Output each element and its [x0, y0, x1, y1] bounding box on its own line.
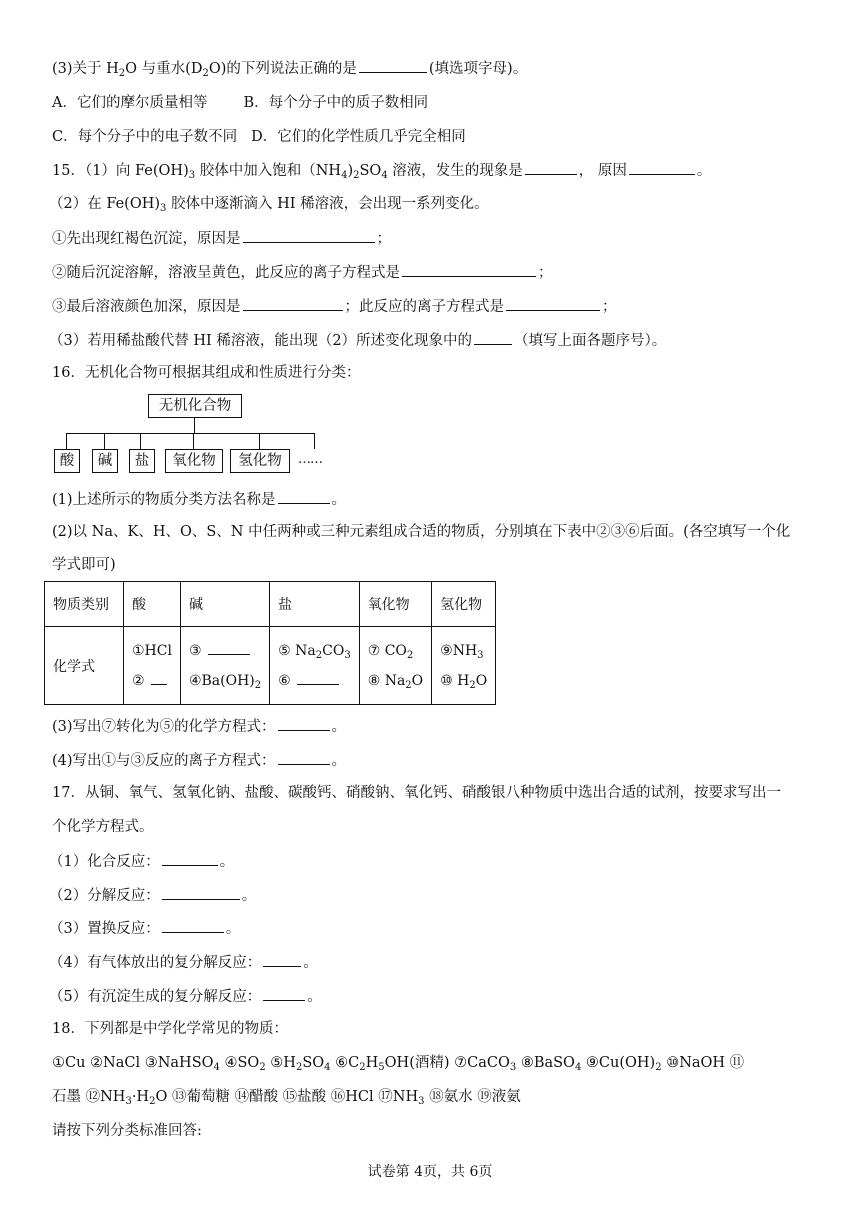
table-header-cell: 盐	[270, 582, 360, 627]
q17-part-2: （2）分解反应： 。	[49, 885, 256, 906]
answer-blank[interactable]	[297, 670, 339, 685]
q16-part-1: (1)上述所示的物质分类方法名称是 。	[52, 489, 346, 510]
option-d: D．它们的化学性质几乎完全相同	[251, 129, 466, 145]
q17-stem-line-2: 个化学方程式。	[52, 819, 154, 835]
q18-stem: 18．下列都是中学化学常见的物质：	[52, 1021, 288, 1037]
q17-stem-line-1: 17．从铜、氧气、氢氧化钠、盐酸、碳酸钙、硝酸钠、氧化钙、硝酸银八种物质中选出合适的试剂，按要求写出一	[52, 785, 781, 801]
answer-blank[interactable]	[278, 716, 330, 731]
table-header-cell: 酸	[124, 582, 181, 627]
cell-hydride: $⑨NH_3$ ⑩ $H_2O$	[432, 627, 496, 705]
q14-3-options-ab	[52, 93, 428, 113]
answer-blank[interactable]	[162, 885, 240, 900]
tree-child-oxide: 氧化物	[165, 449, 223, 473]
tree-ellipsis: ……	[298, 452, 322, 467]
table-row	[45, 627, 496, 705]
table-header-cell: 氢化物	[432, 582, 496, 627]
q15-line-3: ①先出现红褐色沉淀，原因是 ；	[52, 228, 391, 249]
tree-child-acid: 酸	[54, 449, 80, 473]
q15-line-6: （3）若用稀盐酸代替 HI 稀溶液，能出现（2）所述变化现象中的 （填写上面各题序号）。	[49, 330, 666, 351]
answer-blank[interactable]	[474, 330, 512, 345]
answer-blank[interactable]	[506, 296, 600, 311]
answer-blank[interactable]	[243, 228, 375, 243]
formula-table	[44, 581, 496, 705]
cell-acid: ①HCl ②	[124, 627, 181, 705]
q16-part-4: (4)写出①与③反应的离子方程式： 。	[52, 750, 346, 771]
q16-stem: 16．无机化合物可根据其组成和性质进行分类：	[52, 365, 361, 381]
tree-child-hydride: 氢化物	[230, 449, 290, 473]
q15-line-4: ②随后沉淀溶解，溶液呈黄色，此反应的离子方程式是 ；	[52, 262, 553, 283]
q14-3-stem: (3)关于 $H_2O$ 与重水$(D_2O)$的下列说法正确的是 (填选项字母)。	[52, 58, 527, 79]
q14-3-options-cd	[52, 127, 466, 147]
option-c: C．每个分子中的电子数不同	[52, 129, 238, 145]
table-header-cell: 氧化物	[359, 582, 431, 627]
cell-oxide: ⑦ $CO_2$ ⑧ $Na_2O$	[359, 627, 431, 705]
q18-substance-list-2: 石墨 $⑫NH_3\cdot H_2O$ ⑬葡萄糖 ⑭醋酸 ⑮盐酸 ⑯HCl $⑰NH_3$ ⑱氨水 ⑲液氨	[52, 1089, 521, 1107]
table-header-cell: 物质类别	[45, 582, 124, 627]
answer-blank[interactable]	[162, 918, 224, 933]
option-b: B．每个分子中的质子数相同	[243, 95, 429, 111]
answer-blank[interactable]	[162, 851, 218, 866]
cell-base: ③ $④Ba(OH)_2$	[180, 627, 269, 705]
table-header-cell: 碱	[180, 582, 269, 627]
q17-part-4: （4）有气体放出的复分解反应： 。	[49, 952, 318, 973]
answer-blank[interactable]	[525, 160, 577, 175]
answer-blank[interactable]	[208, 640, 250, 655]
answer-blank[interactable]	[151, 670, 167, 685]
page-footer: 试卷第 4页，共 6页	[367, 1164, 493, 1180]
answer-blank[interactable]	[263, 952, 301, 967]
answer-blank[interactable]	[243, 296, 343, 311]
tree-child-base: 碱	[92, 449, 118, 473]
answer-blank[interactable]	[278, 489, 330, 504]
answer-blank[interactable]	[402, 262, 536, 277]
classification-tree	[52, 390, 342, 480]
table-row-label: 化学式	[45, 627, 124, 705]
q15-line-2: （2）在 $Fe(OH)_3$ 胶体中逐渐滴入 HI 稀溶液，会出现一系列变化。	[49, 196, 489, 214]
q18-substance-list-1: ①Cu ②NaCl ③NaHSO$_4$ $④SO_2$ $⑤H_2SO_4$ $⑥C_2H_5OH$(酒精) ⑦CaCO$_3$ ⑧BaSO$_4$ $⑨Cu(OH)_2$ ⑩NaOH ⑪	[52, 1055, 745, 1073]
q15-line-5: ③最后溶液颜色加深，原因是 ；此反应的离子方程式是 ；	[52, 296, 617, 317]
tree-root: 无机化合物	[148, 394, 242, 418]
answer-blank[interactable]	[359, 58, 427, 73]
answer-blank[interactable]	[278, 750, 330, 765]
answer-blank[interactable]	[263, 986, 305, 1001]
tree-child-salt: 盐	[129, 449, 155, 473]
q16-part-2-line-2: 学式即可)	[52, 557, 116, 573]
table-header-row	[45, 582, 496, 627]
answer-blank[interactable]	[629, 160, 695, 175]
cell-salt: ⑤ $Na_2CO_3$ ⑥	[270, 627, 360, 705]
q16-part-2-line-1: (2)以 Na、K、H、O、S、N 中任两种或三种元素组成合适的物质，分别填在下表中②③⑥后面。(各空填写一个化	[52, 524, 791, 540]
q18-instruction: 请按下列分类标准回答:	[52, 1123, 202, 1139]
q15-line-1: 15．（1）向 $Fe(OH)_3$ 胶体中加入饱和$(NH_4)_2SO_4$ 溶液，发生的现象是 ， 原因 。	[52, 160, 711, 181]
q17-part-1: （1）化合反应： 。	[49, 851, 234, 872]
q17-part-3: （3）置换反应： 。	[49, 918, 240, 939]
option-a: A．它们的摩尔质量相等	[52, 95, 208, 111]
q17-part-5: （5）有沉淀生成的复分解反应： 。	[49, 986, 322, 1007]
q16-part-3: (3)写出⑦转化为⑤的化学方程式： 。	[52, 716, 346, 737]
